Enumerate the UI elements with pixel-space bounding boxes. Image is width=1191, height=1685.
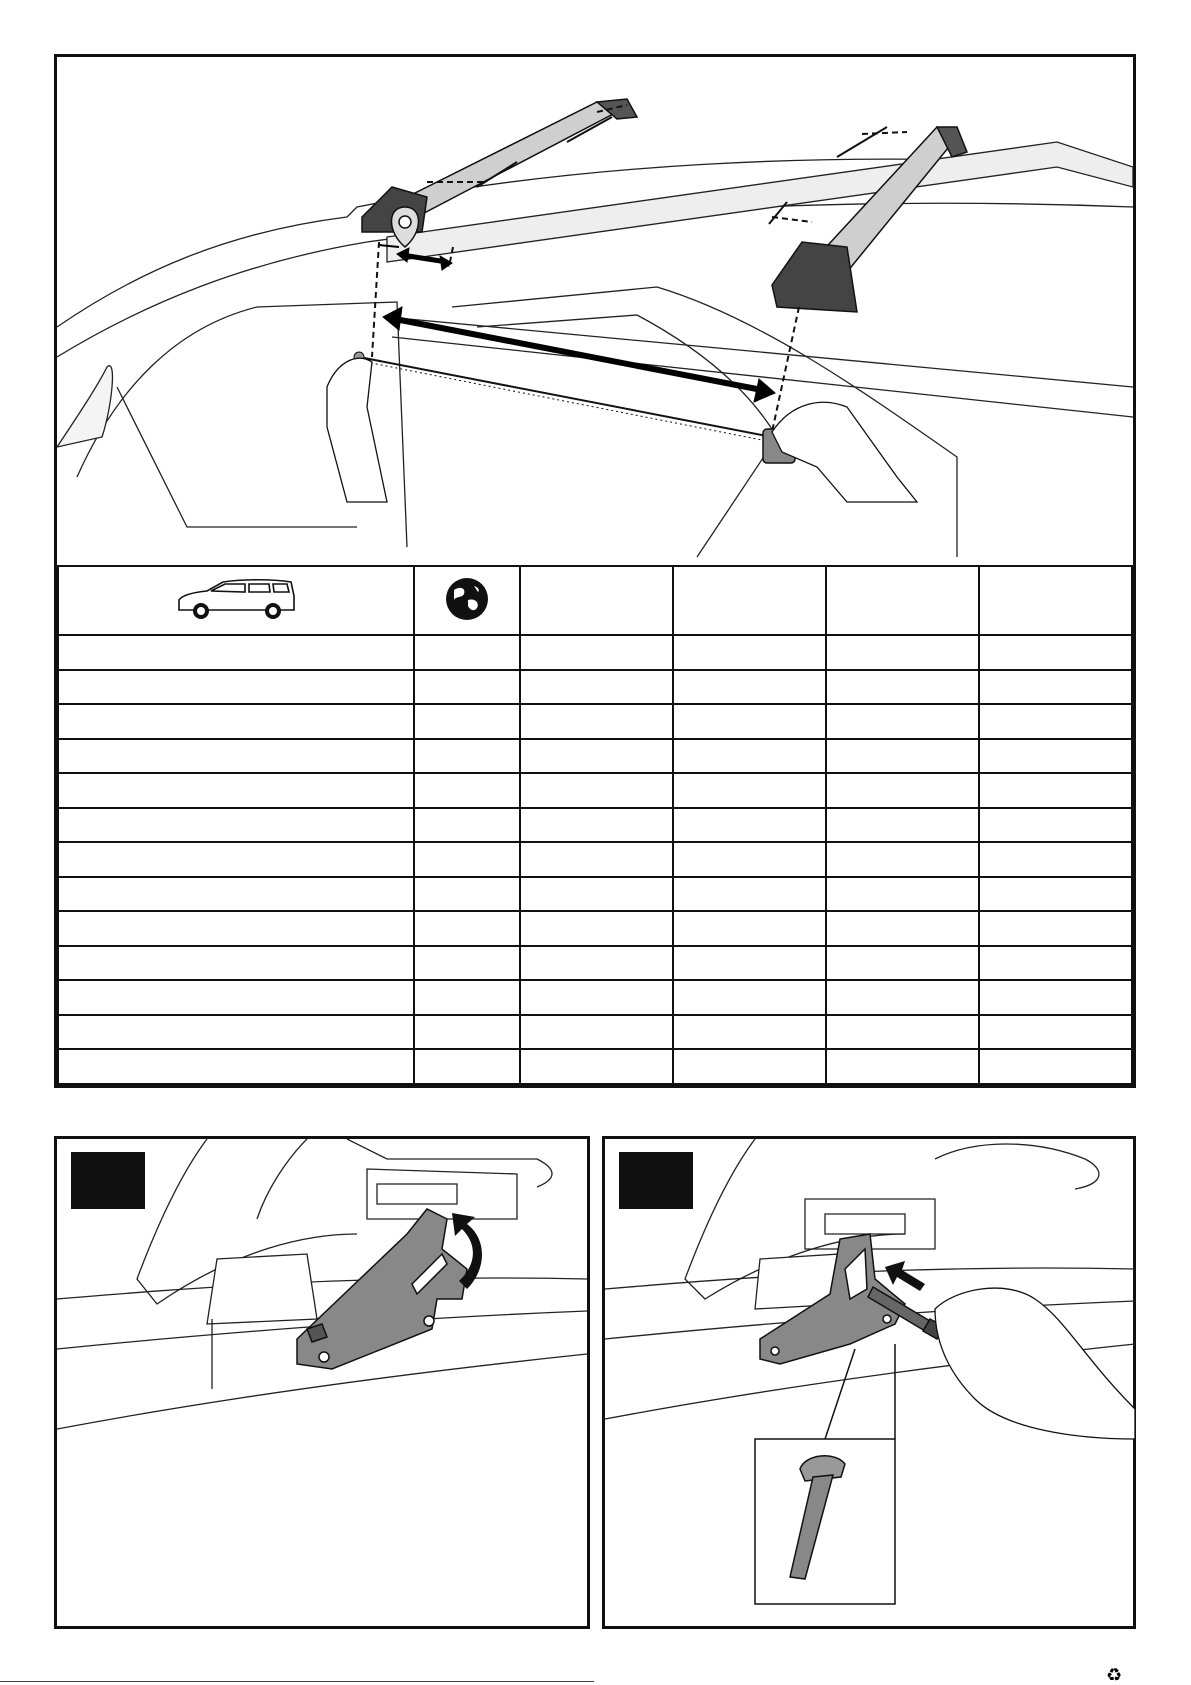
table-cell bbox=[979, 946, 1132, 981]
table-cell bbox=[414, 670, 520, 705]
table-cell bbox=[58, 842, 414, 877]
table-cell bbox=[58, 1015, 414, 1050]
table-cell bbox=[414, 842, 520, 877]
table-row bbox=[58, 842, 1132, 877]
station-wagon-car-icon bbox=[173, 574, 299, 624]
tape-measure bbox=[354, 352, 795, 463]
table-row bbox=[58, 739, 1132, 774]
recycle-icon: ♻ bbox=[1106, 1665, 1123, 1685]
table-cell bbox=[673, 911, 826, 946]
measurement-arrows bbox=[379, 245, 775, 402]
step-2-panel bbox=[602, 1136, 1136, 1629]
table-cell bbox=[520, 842, 673, 877]
vehicle-fitting-table bbox=[57, 565, 1133, 1085]
table-cell bbox=[58, 980, 414, 1015]
table-cell bbox=[979, 704, 1132, 739]
table-row bbox=[58, 704, 1132, 739]
rear-crossbar bbox=[772, 127, 967, 312]
table-cell bbox=[520, 877, 673, 912]
step-1-panel bbox=[54, 1136, 590, 1629]
table-cell bbox=[520, 635, 673, 670]
table-cell bbox=[826, 808, 979, 843]
table-cell bbox=[826, 946, 979, 981]
table-cell bbox=[979, 1049, 1132, 1084]
table-cell bbox=[58, 877, 414, 912]
table-cell bbox=[520, 739, 673, 774]
table-cell bbox=[58, 911, 414, 946]
table-cell bbox=[979, 877, 1132, 912]
hand bbox=[935, 1288, 1135, 1439]
table-cell bbox=[673, 1015, 826, 1050]
table-cell bbox=[826, 842, 979, 877]
table-cell bbox=[673, 773, 826, 808]
foot-bracket bbox=[297, 1209, 467, 1369]
table-cell bbox=[979, 670, 1132, 705]
hands bbox=[327, 358, 917, 502]
table-cell bbox=[673, 842, 826, 877]
table-row bbox=[58, 635, 1132, 670]
table-body bbox=[58, 635, 1132, 1084]
table-cell bbox=[979, 773, 1132, 808]
table-cell bbox=[58, 635, 414, 670]
table-cell bbox=[414, 911, 520, 946]
table-cell bbox=[979, 635, 1132, 670]
column-header bbox=[520, 566, 673, 635]
table-cell bbox=[826, 877, 979, 912]
table-row bbox=[58, 1049, 1132, 1084]
table-cell bbox=[414, 704, 520, 739]
table-cell bbox=[414, 1049, 520, 1084]
table-cell bbox=[414, 739, 520, 774]
table-cell bbox=[58, 808, 414, 843]
table-cell bbox=[673, 980, 826, 1015]
table-row bbox=[58, 808, 1132, 843]
table-cell bbox=[673, 1049, 826, 1084]
foot-bracket-rotate-illustration bbox=[57, 1139, 587, 1626]
step-number-badge bbox=[619, 1152, 693, 1209]
table-cell bbox=[826, 911, 979, 946]
footer-divider bbox=[0, 1681, 594, 1682]
table-cell bbox=[673, 946, 826, 981]
table-row bbox=[58, 911, 1132, 946]
table-cell bbox=[673, 704, 826, 739]
table-cell bbox=[979, 842, 1132, 877]
table-cell bbox=[979, 808, 1132, 843]
table-cell bbox=[520, 1015, 673, 1050]
main-panel bbox=[54, 54, 1136, 1088]
column-header bbox=[673, 566, 826, 635]
table-cell bbox=[414, 635, 520, 670]
table-cell bbox=[520, 1049, 673, 1084]
column-header bbox=[979, 566, 1132, 635]
table-cell bbox=[520, 946, 673, 981]
car-icon-cell bbox=[58, 566, 414, 635]
table-row bbox=[58, 980, 1132, 1015]
table-cell bbox=[826, 635, 979, 670]
table-cell bbox=[58, 1049, 414, 1084]
table-cell bbox=[673, 739, 826, 774]
table-cell bbox=[414, 946, 520, 981]
table-cell bbox=[520, 808, 673, 843]
table-cell bbox=[520, 704, 673, 739]
table-row bbox=[58, 773, 1132, 808]
table-cell bbox=[414, 877, 520, 912]
table-cell bbox=[414, 773, 520, 808]
globe-icon bbox=[444, 576, 490, 622]
table-cell bbox=[520, 670, 673, 705]
table-cell bbox=[58, 773, 414, 808]
table-cell bbox=[414, 1015, 520, 1050]
region-icon-cell bbox=[414, 566, 520, 635]
table-cell bbox=[979, 739, 1132, 774]
table-row bbox=[58, 670, 1132, 705]
carriage-bolt-illustration bbox=[605, 1139, 1135, 1626]
table-cell bbox=[979, 980, 1132, 1015]
table-header-row bbox=[58, 566, 1132, 635]
insert-arrow-icon bbox=[885, 1261, 925, 1291]
table-row bbox=[58, 1015, 1132, 1050]
table-row bbox=[58, 946, 1132, 981]
table-cell bbox=[826, 704, 979, 739]
step-number-badge bbox=[71, 1152, 145, 1209]
table-row bbox=[58, 877, 1132, 912]
table-cell bbox=[58, 670, 414, 705]
table-cell bbox=[58, 704, 414, 739]
table-cell bbox=[58, 739, 414, 774]
column-header bbox=[826, 566, 979, 635]
table-cell bbox=[520, 773, 673, 808]
table-cell bbox=[673, 877, 826, 912]
table-cell bbox=[414, 980, 520, 1015]
table-cell bbox=[673, 808, 826, 843]
table-cell bbox=[520, 980, 673, 1015]
table-cell bbox=[826, 739, 979, 774]
roof-rack-measurement-illustration bbox=[57, 57, 1133, 567]
table-cell bbox=[826, 1015, 979, 1050]
table-cell bbox=[826, 980, 979, 1015]
table-cell bbox=[979, 911, 1132, 946]
table-cell bbox=[58, 946, 414, 981]
table-cell bbox=[520, 911, 673, 946]
table-cell bbox=[979, 1015, 1132, 1050]
table-cell bbox=[826, 773, 979, 808]
table-cell bbox=[673, 635, 826, 670]
table-cell bbox=[826, 1049, 979, 1084]
table-cell bbox=[414, 808, 520, 843]
table-cell bbox=[673, 670, 826, 705]
table-cell bbox=[826, 670, 979, 705]
